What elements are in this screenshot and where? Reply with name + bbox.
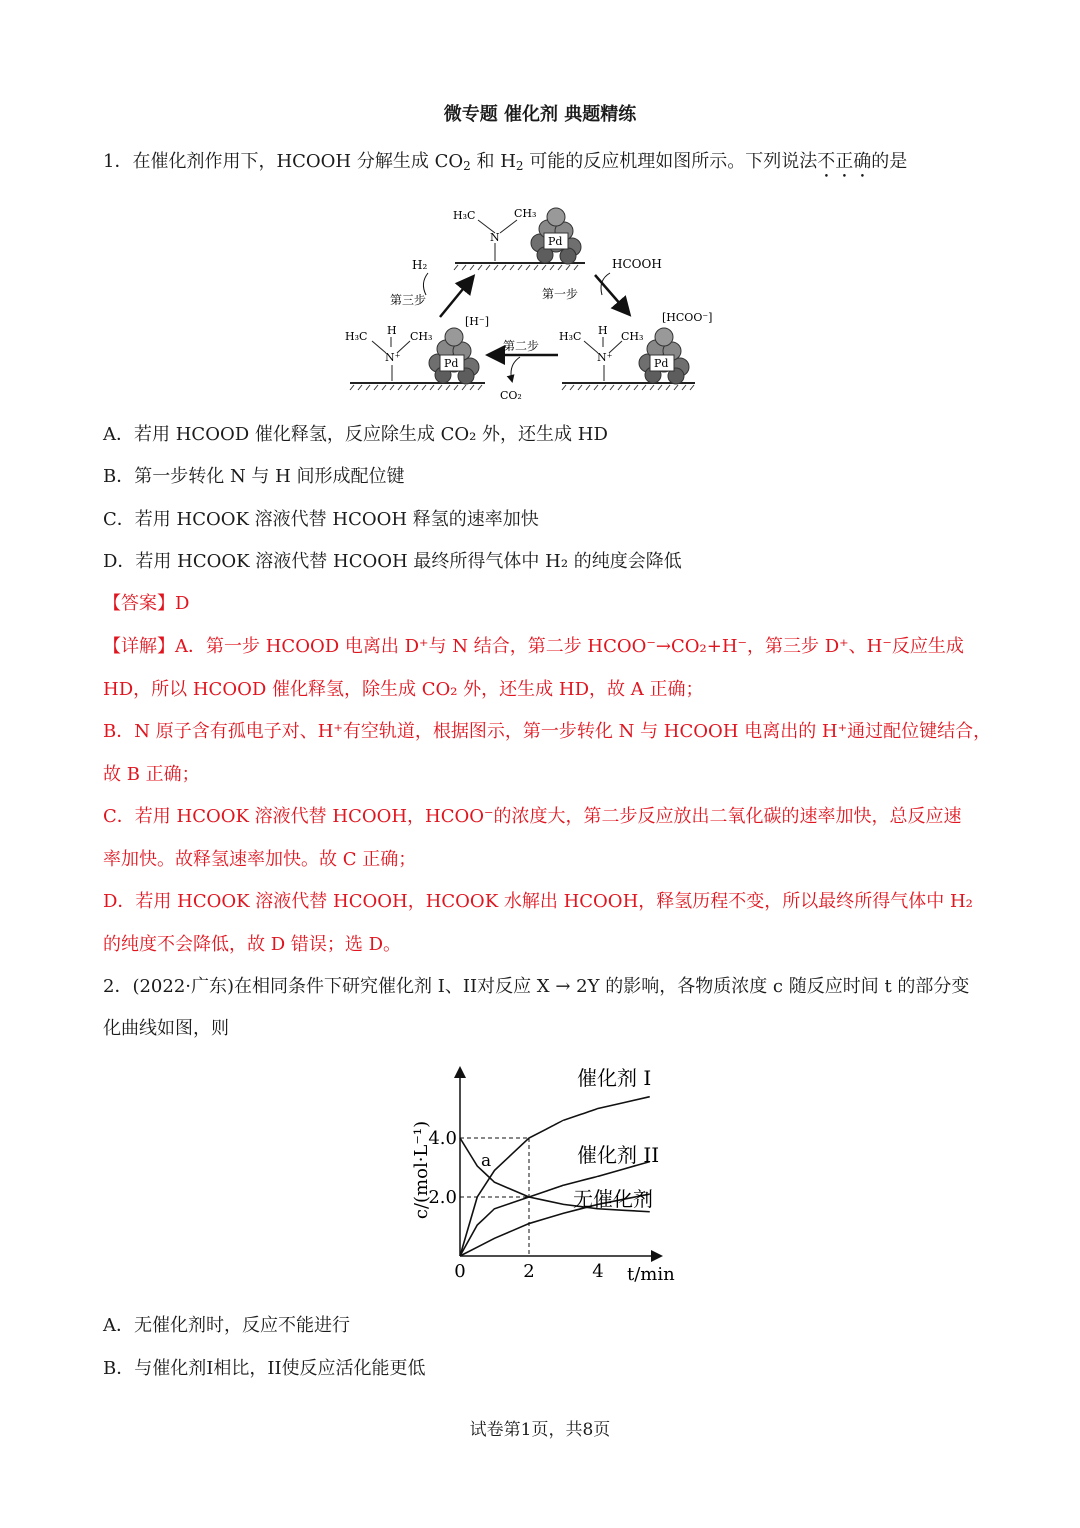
step1-arrow bbox=[542, 257, 662, 313]
svg-text:N⁺: N⁺ bbox=[385, 351, 401, 364]
svg-text:H: H bbox=[387, 324, 397, 337]
page-title: 微专题 催化剂 典题精练 bbox=[443, 104, 637, 125]
pd-cluster-right bbox=[639, 328, 689, 384]
svg-text:CH₃: CH₃ bbox=[410, 330, 433, 343]
q1-answer: 【答案】D bbox=[103, 593, 190, 614]
svg-text:CH₃: CH₃ bbox=[514, 207, 537, 220]
q2-stem-line-1: 2．(2022·广东)在相同条件下研究催化剂 I、II对反应 X → 2Y 的影响，各物质浓度 c 随反应时间 t 的部分变 bbox=[103, 976, 970, 997]
svg-text:N: N bbox=[490, 231, 500, 244]
svg-text:N⁺: N⁺ bbox=[597, 351, 613, 364]
top-catalyst-surface bbox=[453, 207, 585, 270]
q1-stem: 1．在催化剂作用下，HCOOH 分解生成 $CO_2$ 和 $H_2$ 可能的反应机理如图所示。下列说法不正确的是 bbox=[103, 151, 908, 173]
concentration-time-chart bbox=[395, 1060, 695, 1295]
svg-text:H₃C: H₃C bbox=[453, 209, 476, 222]
q1-option-c: C．若用 HCOOK 溶液代替 HCOOH 释氢的速率加快 bbox=[103, 509, 539, 530]
svg-text:CH₃: CH₃ bbox=[621, 330, 644, 343]
svg-text:Pd: Pd bbox=[548, 235, 563, 248]
step3-arrow bbox=[390, 258, 472, 317]
right-catalyst-surface bbox=[559, 311, 712, 390]
x-tick-4: 4 bbox=[592, 1261, 604, 1282]
emphasis-not-correct: 不正确 bbox=[817, 151, 872, 172]
x-tick-2: 2 bbox=[523, 1261, 535, 1282]
q1-explain-line-2: HD，所以 HCOOD 催化释氢，除生成 CO₂ 外，还生成 HD，故 A 正确； bbox=[103, 679, 704, 700]
svg-text:H: H bbox=[598, 324, 608, 337]
label-a: a bbox=[481, 1151, 492, 1171]
x-axis-label: t/min bbox=[627, 1264, 675, 1285]
svg-text:第二步: 第二步 bbox=[503, 339, 540, 353]
svg-text:第三步: 第三步 bbox=[390, 293, 427, 307]
pd-cluster-left bbox=[429, 328, 479, 384]
svg-text:[HCOO⁻]: [HCOO⁻] bbox=[662, 311, 713, 324]
q1-explain-line-3: B．N 原子含有孤电子对、H⁺有空轨道，根据图示，第一步转化 N 与 HCOOH 电离出的 H⁺通过配位键结合， bbox=[103, 721, 992, 742]
label-catalyst-2: 催化剂 II bbox=[577, 1143, 660, 1167]
q1-explain-line-7: D．若用 HCOOK 溶液代替 HCOOH，HCOOK 水解出 HCOOH，释氢历程不变，所以最终所得气体中 H₂ bbox=[103, 891, 973, 912]
svg-text:Pd: Pd bbox=[654, 357, 669, 370]
svg-text:Pd: Pd bbox=[444, 357, 459, 370]
y-tick-2: 2.0 bbox=[428, 1187, 457, 1208]
svg-text:[H⁻]: [H⁻] bbox=[465, 315, 489, 328]
svg-text:H₂: H₂ bbox=[412, 258, 428, 272]
q1-explain-line-5: C．若用 HCOOK 溶液代替 HCOOH，HCOO⁻的浓度大，第二步反应放出二氧化碳的速率加快，总反应速 bbox=[103, 806, 962, 827]
y-tick-4: 4.0 bbox=[428, 1128, 457, 1149]
page-footer: 试卷第1页，共8页 bbox=[469, 1420, 611, 1440]
label-no-catalyst: 无催化剂 bbox=[573, 1187, 653, 1211]
q2-stem-line-2: 化曲线如图，则 bbox=[103, 1018, 229, 1039]
y-axis-label: c/(mol·L⁻¹) bbox=[411, 1120, 432, 1220]
pd-cluster-top bbox=[531, 208, 581, 264]
q1-option-a: A．若用 HCOOD 催化释氢，反应除生成 CO₂ 外，还生成 HD bbox=[103, 424, 608, 445]
x-tick-0: 0 bbox=[454, 1261, 466, 1282]
svg-text:H₃C: H₃C bbox=[559, 330, 582, 343]
svg-text:CO₂: CO₂ bbox=[500, 389, 522, 402]
q1-option-d: D．若用 HCOOK 溶液代替 HCOOH 最终所得气体中 H₂ 的纯度会降低 bbox=[103, 551, 682, 572]
q1-explain-line-8: 的纯度不会降低，故 D 错误；选 D。 bbox=[103, 934, 402, 955]
q1-option-b: B．第一步转化 N 与 H 间形成配位键 bbox=[103, 466, 405, 487]
svg-text:第一步: 第一步 bbox=[542, 287, 579, 301]
left-catalyst-surface bbox=[345, 315, 489, 390]
q1-explain-line-1: 【详解】A．第一步 HCOOD 电离出 D⁺与 N 结合，第二步 HCOO⁻→CO₂+H⁻，第三步 D⁺、H⁻反应生成 bbox=[103, 636, 964, 657]
step2-arrow bbox=[490, 338, 558, 402]
label-catalyst-1: 催化剂 I bbox=[577, 1066, 652, 1090]
svg-text:H₃C: H₃C bbox=[345, 330, 368, 343]
q2-option-b: B．与催化剂I相比，II使反应活化能更低 bbox=[103, 1358, 426, 1379]
svg-text:HCOOH: HCOOH bbox=[612, 257, 662, 271]
q2-option-a: A．无催化剂时，反应不能进行 bbox=[103, 1315, 350, 1336]
q1-explain-line-4: 故 B 正确； bbox=[103, 764, 200, 785]
q1-explain-line-6: 率加快。故释氢速率加快。故 C 正确； bbox=[103, 849, 417, 870]
mechanism-diagram bbox=[340, 195, 740, 405]
